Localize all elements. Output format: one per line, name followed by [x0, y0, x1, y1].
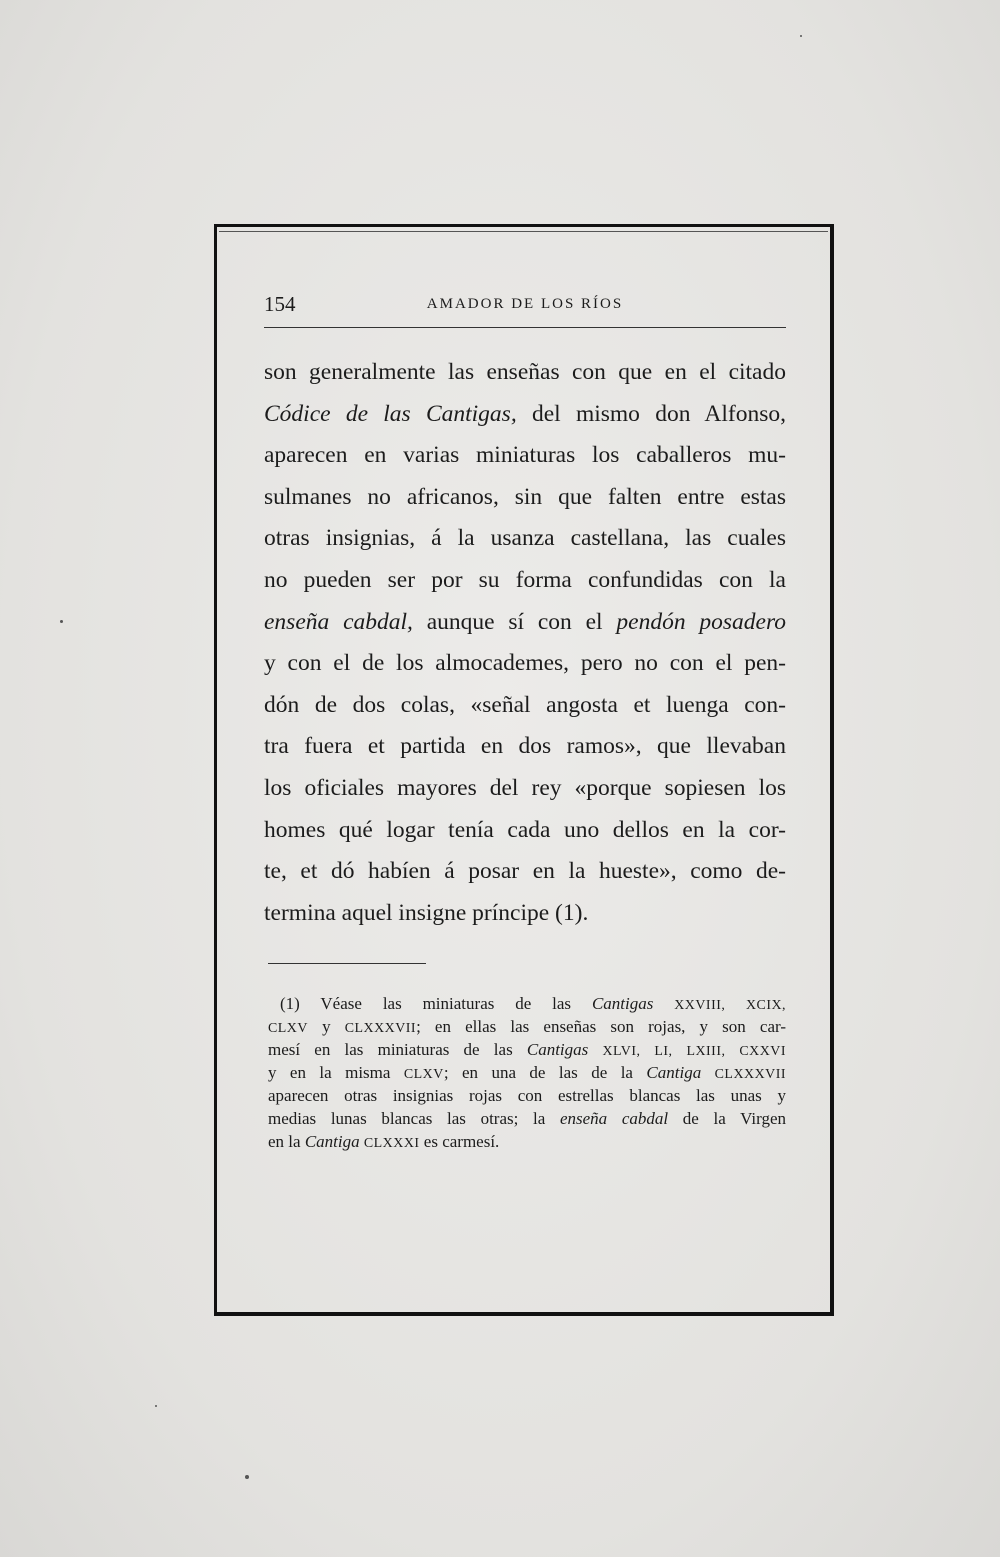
- footnote-line: medias lunas blancas las otras; la enseña cabdal de la Virgen: [268, 1109, 787, 1128]
- paper-speck: [245, 1475, 249, 1479]
- body-line: y con el de los almocademes, pero no con el pen-: [264, 650, 786, 677]
- body-line-rest: del mismo don Alfonso,: [516, 400, 787, 427]
- body-line: [264, 602, 786, 644]
- footnote-marker: (1): [280, 994, 300, 1013]
- body-line: otras insignias, á la usanza castellana, las cuales: [264, 525, 786, 552]
- body-line: sulmanes no africanos, sin que falten entre estas: [264, 483, 786, 510]
- footnote-line: y en la misma CLXV; en una de las de la Cantiga CLXXXVII: [268, 1063, 786, 1082]
- body-line: aparecen en varias miniaturas los caballeros mu-: [264, 442, 786, 469]
- body-line: termina aquel insigne príncipe (1).: [264, 899, 589, 926]
- header-rule: [264, 327, 786, 328]
- running-title: AMADOR DE LOS RÍOS: [426, 296, 624, 312]
- body-line: son generalmente las enseñas con que en el citado: [264, 359, 786, 385]
- paper-speck: [800, 35, 802, 37]
- body-line: no pueden ser por su forma confundidas con la: [264, 566, 786, 593]
- footnote-line: mesí en las miniaturas de las Cantigas XLVI, LI, LXIII, CXXVI: [268, 1040, 787, 1059]
- paper-speck: [155, 1405, 157, 1407]
- footnote: [268, 992, 786, 1153]
- body-line: los oficiales mayores del rey «porque sopiesen los: [264, 774, 786, 801]
- paper-speck: [60, 620, 63, 623]
- body-line: tra fuera et partida en dos ramos», que llevaban: [264, 733, 786, 760]
- body-line-rest: aunque sí con el: [412, 608, 617, 635]
- italic-title: Códice de las Cantigas,: [264, 400, 517, 427]
- body-line: homes qué logar tenía cada uno dellos en la cor-: [264, 816, 786, 843]
- footnote-line: aparecen otras insignias rojas con estrellas blancas las unas y: [268, 1086, 786, 1105]
- page-number: 154: [264, 292, 296, 316]
- running-head: [264, 292, 786, 322]
- body-line: te, et dó habíen á posar en la hueste», como de-: [264, 858, 786, 885]
- footnote-line: en la Cantiga CLXXXI es carmesí.: [268, 1132, 500, 1151]
- footnote-rule: [268, 963, 426, 964]
- italic-term: enseña cabdal,: [264, 608, 413, 635]
- body-paragraph: [264, 352, 786, 934]
- body-line: dón de dos colas, «señal angosta et luenga con-: [264, 691, 786, 718]
- footnote-line: CLXV y CLXXXVII; en ellas las enseñas son rojas, y son car-: [268, 1017, 787, 1036]
- body-line: [264, 394, 786, 436]
- footnote-line: (1) Véase las miniaturas de las Cantigas XXVIII, XCIX,: [280, 994, 787, 1013]
- italic-term: pendón posadero: [616, 608, 786, 635]
